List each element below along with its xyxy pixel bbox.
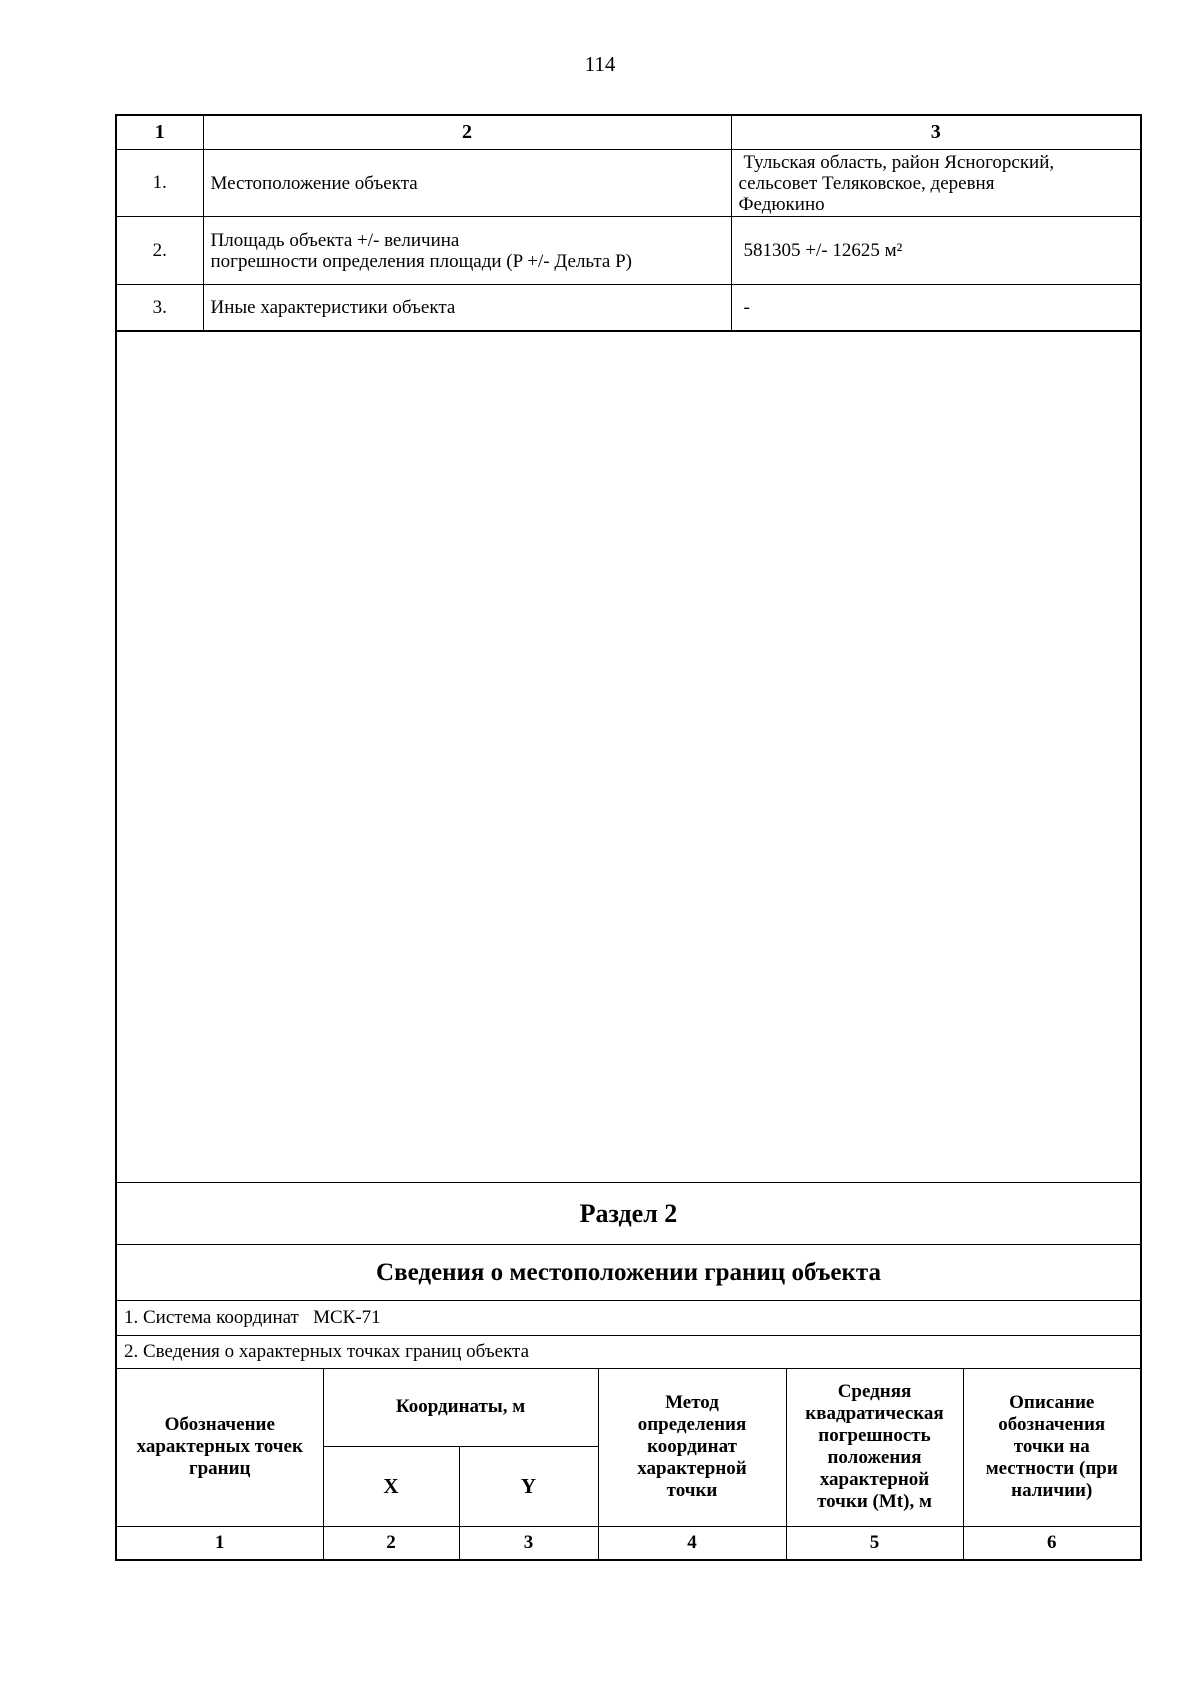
value-line: Федюкино — [738, 194, 825, 215]
header-cell: 3 — [731, 116, 1140, 150]
row-label: Местоположение объекта — [203, 150, 731, 217]
value-line: сельсовет Теляковское, деревня — [738, 173, 995, 194]
row-number: 2. — [117, 217, 203, 285]
header-line: квадратическая — [805, 1403, 944, 1425]
column-number: 6 — [963, 1526, 1140, 1559]
header-line: точки на — [1013, 1436, 1090, 1458]
object-characteristics-table — [117, 116, 1140, 331]
coordinates-header: Координаты, м — [323, 1369, 598, 1446]
points-heading: 2. Сведения о характерных точках границ объекта — [117, 1336, 1140, 1369]
section-subtitle: Сведения о местоположении границ объекта — [117, 1245, 1140, 1301]
coordinate-system: 1. Система координат МСК-71 — [117, 1301, 1140, 1336]
label-line: погрешности определения площади (P +/- Дельта P) — [210, 250, 632, 272]
page-number: 114 — [584, 52, 616, 76]
column-numbers-row — [117, 1526, 1140, 1559]
table-header-row — [117, 1369, 1140, 1446]
column-number: 5 — [786, 1526, 963, 1559]
header-line: Средняя — [837, 1381, 912, 1403]
header-line: точки — [666, 1480, 718, 1502]
header-line: характерных точек — [136, 1436, 303, 1458]
section-title: Раздел 2 — [117, 1183, 1140, 1245]
row-value: - — [731, 285, 1140, 331]
table-row — [117, 285, 1140, 331]
header-line: характерной — [637, 1458, 747, 1480]
row-label — [203, 217, 731, 285]
point-designation-header — [117, 1369, 323, 1526]
column-number: 4 — [598, 1526, 786, 1559]
y-header: Y — [459, 1446, 598, 1526]
column-number: 1 — [117, 1526, 323, 1559]
row-label: Иные характеристики объекта — [203, 285, 731, 331]
header-cell: 2 — [203, 116, 731, 150]
value-line: Тульская область, район Ясногорский, — [743, 152, 1055, 173]
row-value — [731, 150, 1140, 217]
error-header — [786, 1369, 963, 1526]
row-number: 1. — [117, 150, 203, 217]
table-row — [117, 150, 1140, 217]
header-line: границ — [188, 1458, 251, 1480]
header-cell: 1 — [117, 116, 203, 150]
header-line: точки (Mt), м — [817, 1491, 932, 1513]
x-header: X — [323, 1446, 459, 1526]
header-line: координат — [647, 1436, 737, 1458]
header-line: местности (при — [985, 1458, 1118, 1480]
header-line: положения — [827, 1447, 922, 1469]
label-line: Площадь объекта +/- величина — [210, 229, 460, 251]
header-line: характерной — [819, 1469, 930, 1491]
row-number: 3. — [117, 285, 203, 331]
header-line: Метод — [665, 1392, 719, 1414]
header-line: Обозначение — [164, 1414, 275, 1436]
header-line: обозначения — [998, 1414, 1106, 1436]
header-line: определения — [637, 1414, 747, 1436]
column-number: 2 — [323, 1526, 459, 1559]
blank-area — [117, 331, 1140, 1183]
boundary-points-table — [117, 1369, 1140, 1559]
header-line: наличии) — [1011, 1480, 1093, 1502]
table-row — [117, 217, 1140, 285]
method-header — [598, 1369, 786, 1526]
document-frame — [115, 114, 1142, 1561]
description-header — [963, 1369, 1140, 1526]
row-value: 581305 +/- 12625 м² — [731, 217, 1140, 285]
header-line: погрешность — [818, 1425, 931, 1447]
table-header-row — [117, 116, 1140, 150]
header-line: Описание — [1009, 1392, 1095, 1414]
column-number: 3 — [459, 1526, 598, 1559]
